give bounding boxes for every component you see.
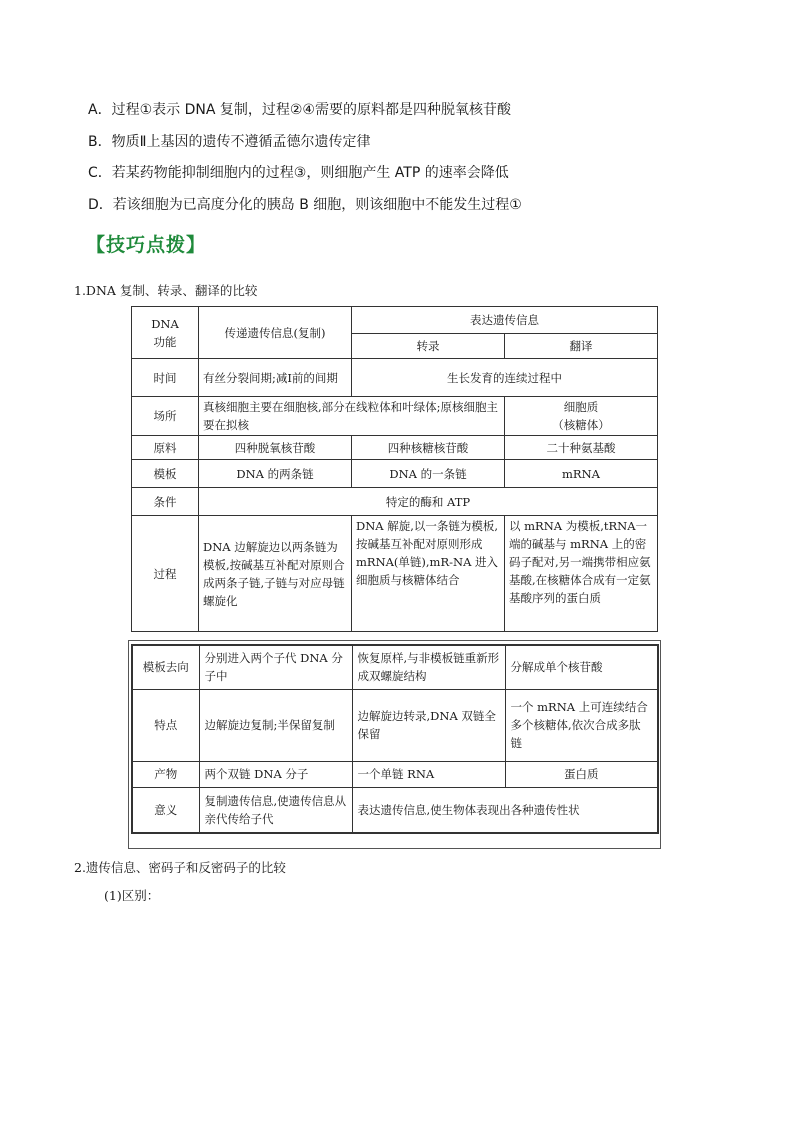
cell-fate-replication: 分别进入两个子代 DNA 分子中 [199, 645, 352, 689]
header-transcription: 转录 [352, 334, 505, 359]
option-a: A．过程①表示 DNA 复制，过程②④需要的原料都是四种脱氧核苷酸 [88, 102, 511, 118]
option-c: C．若某药物能抑制细胞内的过程③，则细胞产生 ATP 的速率会降低 [88, 165, 509, 181]
cell-product-replication: 两个双链 DNA 分子 [199, 761, 352, 787]
cell-template-replication: DNA 的两条链 [199, 460, 352, 488]
cell-product-transcription: 一个单链 RNA [352, 761, 505, 787]
row-label-condition: 条件 [132, 488, 199, 516]
row-label-feature: 特点 [132, 689, 199, 761]
cell-feature-transcription: 边解旋边转录,DNA 双链全保留 [352, 689, 505, 761]
row-label-template: 模板 [132, 460, 199, 488]
cell-condition: 特定的酶和 ATP [199, 488, 658, 516]
cell-fate-translation: 分解成单个核苷酸 [505, 645, 658, 689]
row-label-meaning: 意义 [132, 787, 199, 833]
header-expression: 表达遗传信息 [352, 307, 658, 334]
row-label-process: 过程 [132, 516, 199, 632]
header-translation: 翻译 [505, 334, 658, 359]
cell-place-translation: 细胞质 （核糖体） [505, 397, 658, 436]
row-label-template-fate: 模板去向 [132, 645, 199, 689]
option-d: D．若该细胞为已高度分化的胰岛 B 细胞，则该细胞中不能发生过程① [88, 197, 522, 213]
cell-process-replication: DNA 边解旋边以两条链为模板,按碱基互补配对原则合成两条子链,子链与对应母链螺旋化 [199, 516, 352, 632]
row-label-place: 场所 [132, 397, 199, 436]
option-b: B．物质Ⅱ上基因的遗传不遵循孟德尔遗传定律 [88, 134, 371, 150]
cell-feature-replication: 边解旋边复制;半保留复制 [199, 689, 352, 761]
subtitle-codon-comparison: 2.遗传信息、密码子和反密码子的比较 [74, 860, 286, 875]
comparison-table-top [131, 306, 658, 632]
subtitle-differences: (1)区别： [104, 888, 160, 903]
cell-process-translation: 以 mRNA 为模板,tRNA一端的碱基与 mRNA 上的密码子配对,另一端携带相应氨基酸,在核糖体合成有一定氨基酸序列的蛋白质 [505, 516, 658, 632]
cell-meaning-replication: 复制遗传信息,使遗传信息从亲代传给子代 [199, 787, 352, 833]
subtitle-comparison: 1.DNA 复制、转录、翻译的比较 [74, 283, 258, 298]
row-label-product: 产物 [132, 761, 199, 787]
cell-feature-translation: 一个 mRNA 上可连续结合多个核糖体,依次合成多肽链 [505, 689, 658, 761]
cell-time-replication: 有丝分裂间期;减Ⅰ前的间期 [199, 359, 352, 397]
cell-place-replication-transcription: 真核细胞主要在细胞核,部分在线粒体和叶绿体;原核细胞主要在拟核 [199, 397, 505, 436]
cell-fate-transcription: 恢复原样,与非模板链重新形成双螺旋结构 [352, 645, 505, 689]
header-dna-function: DNA 功能 [132, 307, 199, 359]
comparison-table-bottom [131, 644, 659, 834]
row-label-time: 时间 [132, 359, 199, 397]
cell-time-expression: 生长发育的连续过程中 [352, 359, 658, 397]
header-replication: 传递遗传信息(复制) [199, 307, 352, 359]
cell-process-transcription: DNA 解旋,以一条链为模板,按碱基互补配对原则形成 mRNA(单链),mR-NA 进入细胞质与核糖体结合 [352, 516, 505, 632]
section-heading: 【技巧点拨】 [86, 234, 207, 256]
cell-product-translation: 蛋白质 [505, 761, 658, 787]
cell-material-transcription: 四种核糖核苷酸 [352, 436, 505, 460]
row-label-material: 原料 [132, 436, 199, 460]
cell-material-replication: 四种脱氧核苷酸 [199, 436, 352, 460]
cell-template-transcription: DNA 的一条链 [352, 460, 505, 488]
cell-template-translation: mRNA [505, 460, 658, 488]
cell-material-translation: 二十种氨基酸 [505, 436, 658, 460]
cell-meaning-expression: 表达遗传信息,使生物体表现出各种遗传性状 [352, 787, 658, 833]
